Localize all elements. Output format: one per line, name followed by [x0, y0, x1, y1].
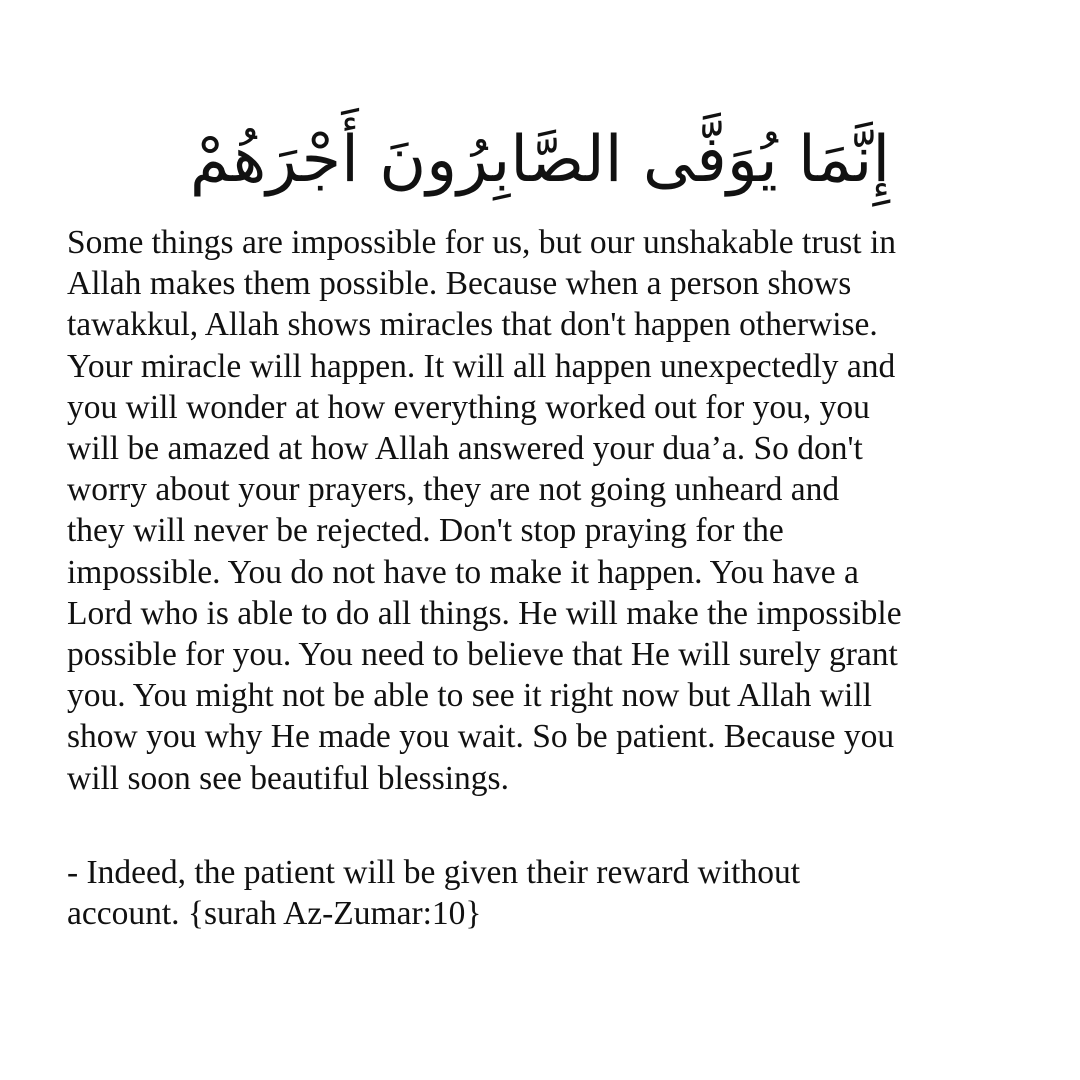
closing-line: - Indeed, the patient will be given their reward without: [67, 854, 801, 891]
paragraph-line: tawakkul, Allah shows miracles that don't happen otherwise.: [67, 306, 878, 344]
paragraph-line: impossible. You do not have to make it happen. You have a: [67, 553, 859, 591]
closing-quote: [67, 852, 1027, 934]
closing-line: account. {surah Az-Zumar:10}: [67, 895, 482, 933]
paragraph-line: show you why He made you wait. So be patient. Because you: [67, 718, 895, 756]
arabic-verse-heading: إِنَّمَا يُوَفَّى الصَّابِرُونَ أَجْرَهُمْ: [189, 123, 891, 197]
paragraph-line: you will wonder at how everything worked out for you, you: [67, 388, 870, 426]
paragraph-line: will be amazed at how Allah answered your dua’a. So don't: [67, 430, 863, 468]
paragraph-line: Allah makes them possible. Because when a person shows: [67, 265, 852, 303]
paragraph-line: worry about your prayers, they are not going unheard and: [67, 471, 840, 509]
paragraph-line: Lord who is able to do all things. He will make the impossible: [67, 594, 902, 632]
paragraph-line: Some things are impossible for us, but our unshakable trust in: [67, 224, 897, 261]
paragraph-line: Your miracle will happen. It will all happen unexpectedly and: [67, 347, 896, 385]
paragraph-line: will soon see beautiful blessings.: [67, 759, 509, 797]
paragraph-line: you. You might not be able to see it right now but Allah will: [67, 677, 872, 715]
body-paragraph: [67, 222, 1027, 799]
paragraph-line: possible for you. You need to believe that He will surely grant: [67, 636, 898, 674]
paragraph-line: they will never be rejected. Don't stop praying for the: [67, 512, 784, 550]
